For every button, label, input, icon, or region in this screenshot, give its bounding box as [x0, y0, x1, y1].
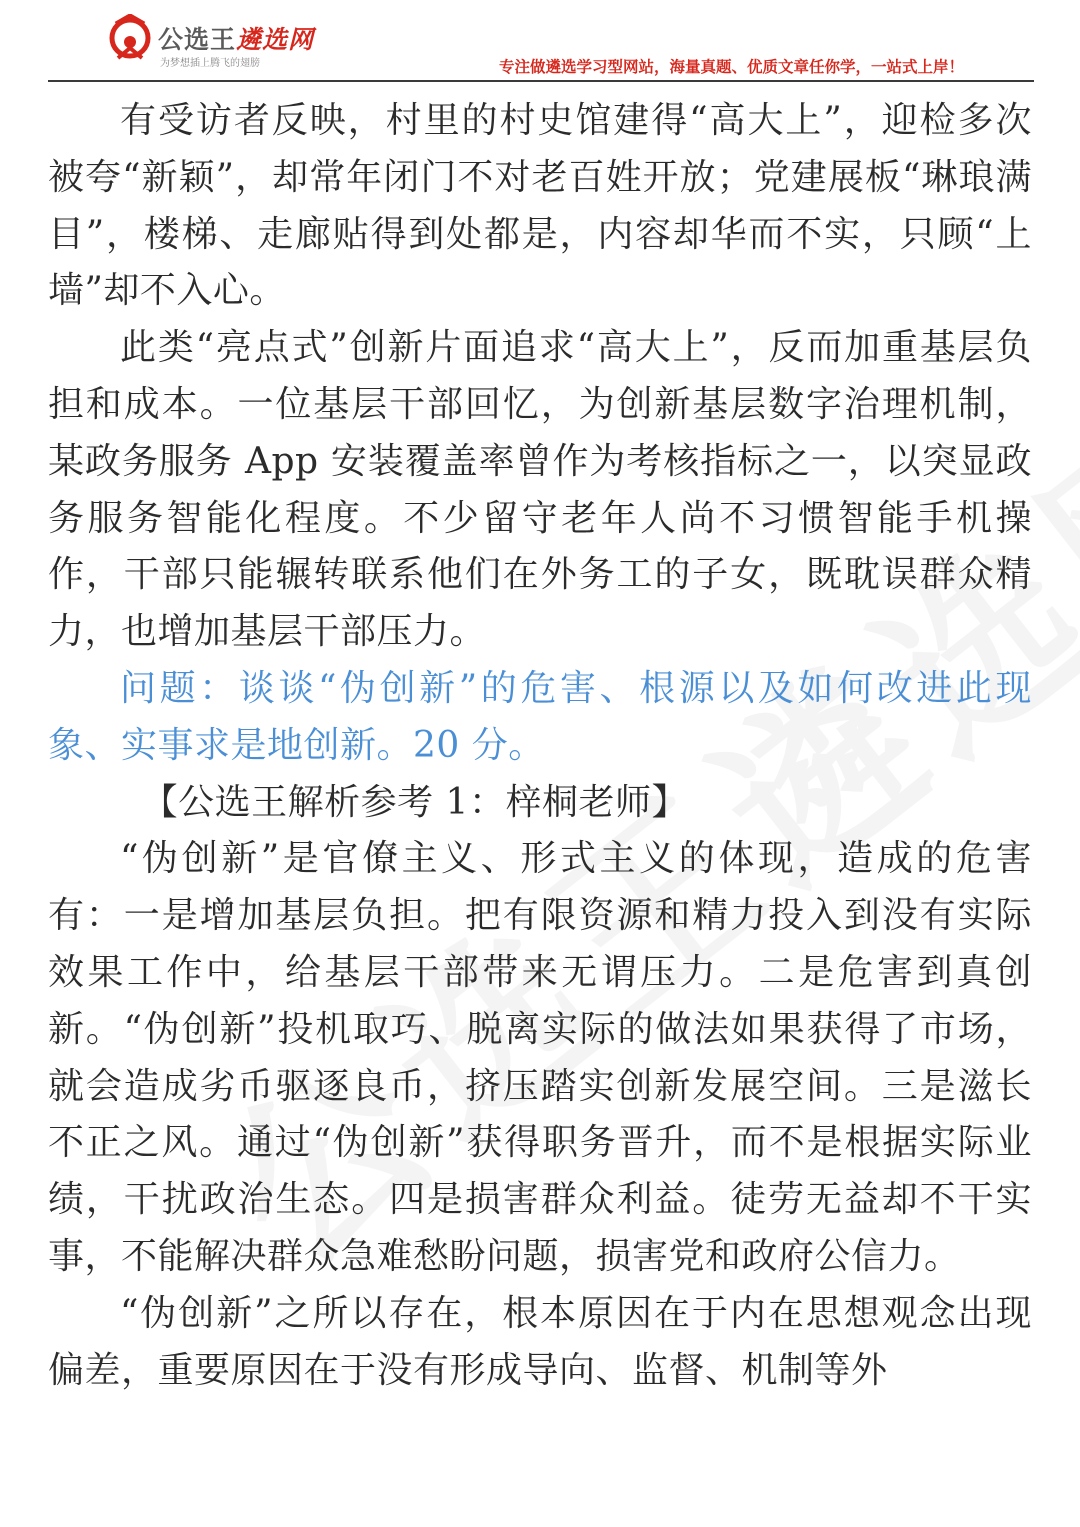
header-tagline: 专注做遴选学习型网站，海量真题、优质文章任你学，一站式上岸！	[498, 59, 964, 76]
article-body	[48, 93, 1032, 1399]
analysis-heading: 【公选王解析参考 1：梓桐老师】	[141, 781, 688, 823]
logo-text	[158, 20, 314, 56]
paragraph-2: 此类“亮点式”创新片面追求“高大上”，反而加重基层负担和成本。一位基层干部回忆，为创新基层数字治理机制，某政务服务 App 安装覆盖率曾作为考核指标之一，以突显政务服务智能化程度。不少留守老年人尚不习惯智能手机操作，干部只能辗转联系他们在外务工的子女，既耽误群众精力，也增加基层干部压力。	[48, 327, 1032, 653]
paragraph-causes: “伪创新”之所以存在，根本原因在于内在思想观念出现偏差，重要原因在于没有形成导向、监督、机制等外	[48, 1292, 1032, 1391]
logo-name: 公选王	[158, 26, 237, 54]
logo-slogan: 为梦想插上腾飞的翅膀	[160, 58, 260, 69]
paragraph-harms: “伪创新”是官僚主义、形式主义的体现，造成的危害有：一是增加基层负担。把有限资源和精力投入到没有实际效果工作中，给基层干部带来无谓压力。二是危害到真创新。“伪创新”投机取巧、脱离实际的做法如果获得了市场，就会造成劣币驱逐良币，挤压踏实创新发展空间。三是滋长不正之风。通过“伪创新”获得职务晋升，而不是根据实际业绩，干扰政治生态。四是损害群众利益。徒劳无益却不干实事，不能解决群众急难愁盼问题，损害党和政府公信力。	[48, 838, 1032, 1277]
paragraph-1: 有受访者反映，村里的村史馆建得“高大上”，迎检多次被夸“新颖”，却常年闭门不对老百姓开放；党建展板“琳琅满目”，楼梯、走廊贴得到处都是，内容却华而不实，只顾“上墙”却不入心。	[48, 100, 1032, 312]
header-divider	[48, 80, 1034, 82]
logo-icon	[108, 14, 152, 62]
question-paragraph: 问题：谈谈“伪创新”的危害、根源以及如何改进此现象、实事求是地创新。20 分。	[48, 667, 1032, 766]
page-header	[0, 0, 1080, 84]
logo-name-script: 遴选网	[236, 26, 315, 54]
